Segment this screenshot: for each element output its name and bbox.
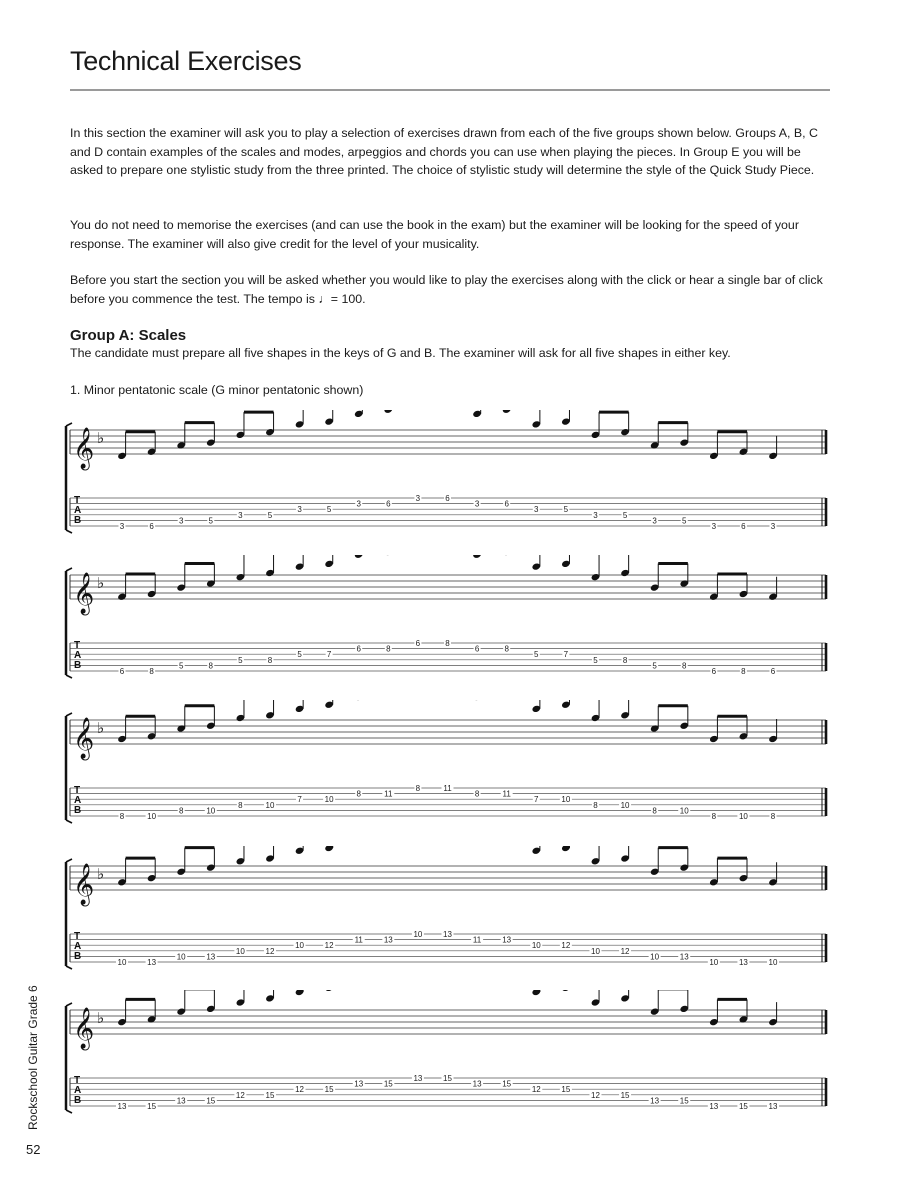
fret-number: 3	[474, 499, 480, 509]
system-bracket	[66, 423, 72, 426]
system-bracket	[66, 568, 72, 571]
key-signature-flat: ♭	[97, 866, 105, 883]
fret-number: 5	[682, 516, 687, 526]
fret-number: 3	[238, 510, 243, 520]
fret-number: 13	[206, 952, 216, 962]
tab-clef-letter: T	[74, 640, 81, 651]
fret-number: 3	[534, 505, 539, 515]
tab-clef-letter: B	[74, 805, 82, 816]
fret-number: 8	[593, 800, 598, 810]
fret-number: 13	[354, 1079, 364, 1089]
system-bracket	[66, 1003, 72, 1006]
fret-number: 15	[265, 1090, 275, 1100]
fret-number: 13	[413, 1074, 423, 1083]
tab-clef-letter: T	[74, 1075, 81, 1086]
fret-number: 11	[354, 935, 363, 945]
fret-number: 11	[472, 935, 482, 945]
tab-clef-letter: A	[74, 505, 82, 516]
fret-number: 10	[324, 795, 334, 805]
fret-number: 6	[711, 667, 717, 676]
memorise-paragraph: You do not need to memorise the exercises (and can use the book in the exam) but the examiner will be looking for the speed of your response. The examiner will also give credit for the level of your musicality.	[70, 218, 799, 251]
fret-number: 8	[386, 644, 391, 654]
fret-number: 7	[297, 795, 302, 805]
fret-number: 12	[620, 946, 630, 956]
notehead	[384, 555, 394, 556]
fret-number: 8	[149, 667, 154, 676]
intro-paragraph: In this section the examiner will ask you to play a selection of exercises drawn from each of the five groups shown below. Groups A, B, C and D contain examples of the scales and modes, arpeggios and chords you can use when playing the pieces. In Group E you will be asked to prepare one stylistic study from the three printed. The choice of stylistic study will determine the style of the Quick Study Piece.	[70, 126, 818, 177]
key-signature-flat: ♭	[97, 1010, 105, 1027]
fret-number: 11	[384, 789, 393, 799]
exercise-label: 1. Minor pentatonic scale (G minor pentatonic shown)	[70, 383, 364, 397]
fret-number: 13	[147, 958, 157, 967]
treble-clef: 𝄞	[73, 863, 95, 904]
fret-number: 8	[504, 644, 509, 654]
tempo-paragraph: Before you start the section you will be asked whether you would like to play the exercises along with the click or hear a single bar of click before you commence the test. The tempo is ♩= 100.	[70, 273, 823, 306]
fret-number: 8	[622, 655, 628, 665]
fret-number: 5	[297, 650, 302, 660]
notehead	[354, 700, 364, 701]
fret-number: 8	[682, 661, 687, 671]
system-bracket	[66, 675, 72, 678]
fret-number: 15	[383, 1079, 393, 1089]
music-system	[0, 410, 900, 540]
notehead	[502, 410, 512, 414]
music-system	[0, 555, 900, 685]
tab-clef-letter: B	[74, 515, 82, 526]
fret-number: 13	[472, 1079, 482, 1089]
notehead	[472, 700, 482, 701]
fret-number: 15	[561, 1085, 571, 1095]
fret-number: 10	[176, 952, 186, 962]
fret-number: 8	[119, 812, 125, 821]
fret-number: 6	[356, 644, 361, 654]
fret-number: 13	[679, 952, 689, 962]
fret-number: 6	[386, 499, 391, 509]
system-bracket	[66, 530, 72, 533]
system-bracket	[66, 859, 72, 862]
fret-number: 6	[504, 499, 509, 509]
fret-number: 6	[445, 494, 450, 503]
music-system	[0, 846, 900, 976]
fret-number: 13	[650, 1096, 660, 1106]
fret-number: 6	[474, 644, 480, 654]
title-rule	[70, 89, 830, 91]
fret-number: 10	[265, 800, 275, 810]
notehead	[472, 555, 482, 559]
tab-clef-letter: A	[74, 1085, 82, 1096]
fret-number: 8	[711, 812, 717, 821]
tab-clef-letter: T	[74, 931, 81, 942]
key-signature-flat: ♭	[97, 430, 105, 447]
tab-clef-letter: A	[74, 941, 82, 952]
system-bracket	[66, 713, 72, 716]
fret-number: 15	[679, 1096, 689, 1106]
fret-number: 13	[117, 1102, 127, 1111]
fret-number: 8	[356, 789, 361, 799]
fret-number: 10	[561, 795, 571, 805]
fret-number: 3	[297, 505, 302, 515]
fret-number: 8	[267, 655, 273, 665]
key-signature-flat: ♭	[97, 575, 105, 592]
tab-clef-letter: B	[74, 951, 82, 962]
key-signature-flat: ♭	[97, 720, 105, 737]
tab-clef-letter: B	[74, 660, 82, 671]
fret-number: 13	[738, 958, 748, 967]
fret-number: 5	[238, 655, 243, 665]
book-title-sidebar	[26, 960, 42, 1130]
fret-number: 5	[326, 505, 332, 515]
notehead	[354, 555, 364, 559]
treble-clef: 𝄞	[73, 1007, 95, 1048]
group-a-description: The candidate must prepare all five shapes in the keys of G and B. The examiner will ask for all five shapes in either key.	[70, 346, 731, 360]
fret-number: 7	[534, 795, 539, 805]
page-title: Technical Exercises	[70, 46, 302, 76]
fret-number: 12	[561, 941, 571, 951]
fret-number: 5	[534, 650, 539, 660]
fret-number: 13	[709, 1102, 719, 1111]
fret-number: 3	[711, 522, 717, 531]
fret-number: 3	[415, 494, 421, 503]
fret-number: 12	[235, 1090, 245, 1100]
fret-number: 3	[770, 522, 776, 531]
fret-number: 10	[295, 941, 304, 951]
fret-number: 8	[770, 812, 776, 821]
fret-number: 5	[622, 510, 628, 520]
fret-number: 6	[119, 667, 125, 676]
fret-number: 15	[324, 1085, 334, 1095]
fret-number: 10	[117, 958, 127, 967]
fret-number: 5	[208, 516, 213, 526]
fret-number: 10	[413, 930, 423, 939]
group-a-heading: Group A: Scales	[70, 327, 187, 344]
notehead	[324, 990, 334, 992]
music-system	[0, 990, 900, 1120]
fret-number: 15	[206, 1096, 216, 1106]
fret-number: 5	[563, 505, 569, 515]
fret-number: 10	[206, 806, 216, 816]
fret-number: 5	[267, 510, 273, 520]
fret-number: 8	[741, 667, 746, 676]
fret-number: 15	[147, 1102, 157, 1111]
fret-number: 10	[679, 806, 689, 816]
treble-clef: 𝄞	[73, 717, 95, 758]
fret-number: 15	[620, 1090, 630, 1100]
fret-number: 11	[443, 784, 452, 793]
fret-number: 13	[443, 930, 452, 939]
fret-number: 13	[383, 935, 393, 945]
fret-number: 10	[650, 952, 660, 962]
fret-number: 6	[149, 522, 154, 531]
fret-number: 10	[531, 941, 541, 951]
tab-clef-letter: A	[74, 650, 82, 661]
treble-clef: 𝄞	[73, 572, 95, 613]
fret-number: 5	[593, 655, 598, 665]
notehead	[561, 990, 571, 992]
fret-number: 6	[741, 522, 746, 531]
fret-number: 10	[235, 946, 245, 956]
tab-clef-letter: A	[74, 795, 82, 806]
fret-number: 10	[768, 958, 778, 967]
fret-number: 13	[502, 935, 512, 945]
music-system	[0, 700, 900, 830]
fret-number: 7	[563, 650, 569, 660]
fret-number: 8	[238, 800, 243, 810]
fret-number: 12	[265, 946, 275, 956]
fret-number: 3	[356, 499, 361, 509]
tab-clef-letter: T	[74, 495, 81, 506]
fret-number: 12	[531, 1085, 541, 1095]
treble-clef: 𝄞	[73, 427, 95, 468]
fret-number: 10	[620, 800, 630, 810]
fret-number: 10	[591, 946, 600, 956]
fret-number: 15	[738, 1102, 748, 1111]
fret-number: 10	[147, 812, 157, 821]
fret-number: 8	[474, 789, 480, 799]
fret-number: 6	[415, 639, 421, 648]
fret-number: 8	[208, 661, 213, 671]
notehead	[502, 555, 512, 556]
fret-number: 12	[591, 1090, 600, 1100]
fret-number: 15	[443, 1074, 452, 1083]
fret-number: 6	[770, 667, 776, 676]
fret-number: 5	[178, 661, 184, 671]
system-bracket	[66, 1110, 72, 1113]
tab-clef-letter: B	[74, 1095, 82, 1106]
fret-number: 8	[445, 639, 450, 648]
fret-number: 13	[176, 1096, 186, 1106]
fret-number: 13	[768, 1102, 778, 1111]
fret-number: 15	[502, 1079, 512, 1089]
system-bracket	[66, 966, 72, 969]
fret-number: 5	[652, 661, 657, 671]
fret-number: 10	[709, 958, 719, 967]
page-number: 52	[26, 1142, 41, 1157]
system-bracket	[66, 820, 72, 823]
fret-number: 8	[178, 806, 184, 816]
notehead	[384, 410, 394, 414]
fret-number: 3	[593, 510, 598, 520]
fret-number: 8	[415, 784, 421, 793]
fret-number: 7	[326, 650, 332, 660]
fret-number: 10	[738, 812, 748, 821]
tab-clef-letter: T	[74, 785, 81, 796]
fret-number: 3	[652, 516, 657, 526]
fret-number: 3	[178, 516, 184, 526]
fret-number: 3	[119, 522, 125, 531]
fret-number: 8	[652, 806, 657, 816]
sidebar-text: Rockschool Guitar Grade 6	[26, 985, 40, 1130]
fret-number: 11	[502, 789, 511, 799]
fret-number: 12	[295, 1085, 304, 1095]
fret-number: 12	[324, 941, 334, 951]
